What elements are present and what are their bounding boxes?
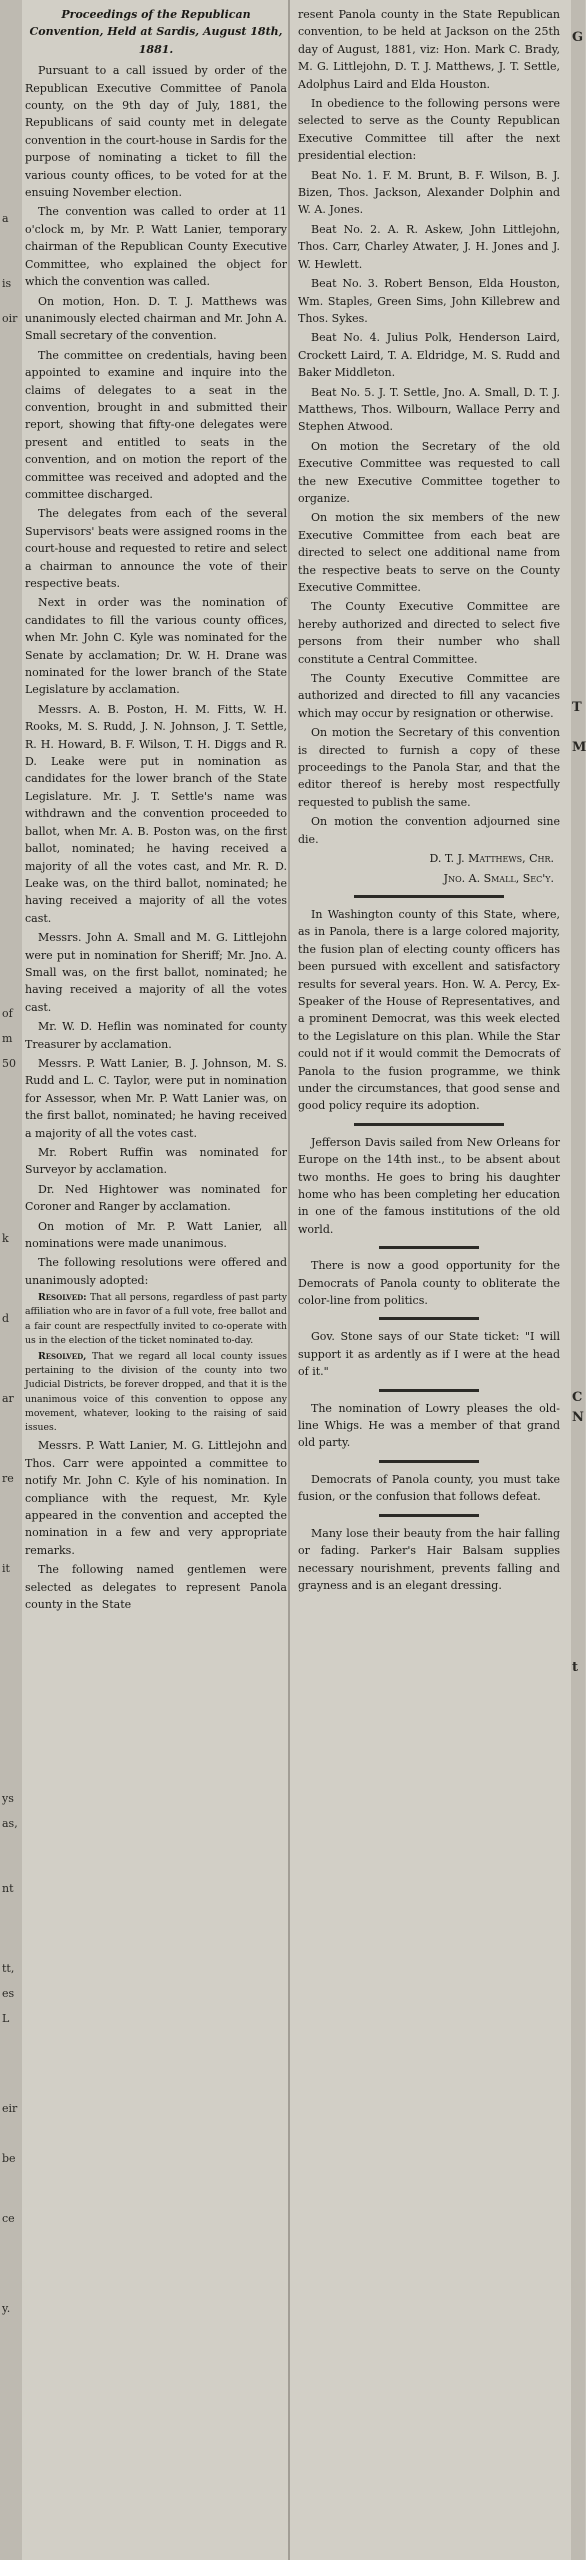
margin-fragment: N [572, 1410, 584, 1425]
paragraph-washington: In Washington county of this State, where, as in Panola, there is a large colored majority, the fusion plan of electing county officers has been pursued with excellent and satisfactory results for several years. Hon. W. A. Percy, Ex-Speaker of the House of Representatives, and a prominent Democrat, was this week elected to the Legislature on this plan. While the Star could not if it would commit the Democrats of Panola to the fusion programme, we think under the circumstances, that good sense and good policy require its adoption. [298, 907, 560, 1113]
margin-fragment: d [2, 1312, 10, 1325]
paragraph: Pursuant to a call issued by order of the Republican Executive Committee of Panola county, on the 9th day of July, 1881, the Republicans of said county met in delegate convention in the court-house in Sardis for the purpose of nominating a ticket to fill the various county offices, to be voted for at the ensuing November election. [25, 64, 287, 200]
margin-fragment: nt [2, 1882, 14, 1895]
column-rule [379, 1514, 479, 1517]
margin-fragment: y. [2, 2302, 11, 2315]
margin-fragment: ce [2, 2212, 15, 2225]
margin-fragment: be [2, 2152, 16, 2165]
paragraph-opportunity: There is now a good opportunity for the Democrats of Panola county to obliterate the color-line from politics. [298, 1259, 560, 1308]
paragraph: Beat No. 1. F. M. Brunt, B. F. Wilson, B. J. Bizen, Thos. Jackson, Alexander Dolphin and W. A. Jones. [298, 168, 560, 217]
margin-fragment: ys [2, 1792, 14, 1805]
margin-fragment: L [2, 2012, 10, 2025]
paragraph-stone: Gov. Stone says of our State ticket: "I will support it as ardently as if I were at the head of it." [298, 1330, 560, 1379]
resolution [25, 1291, 287, 1348]
column-rule [354, 1123, 504, 1126]
signature-secretary: Jno. A. Small, Sec'y. [443, 871, 554, 885]
paragraph-davis: Jefferson Davis sailed from New Orleans for Europe on the 14th inst., to be absent about two months. He goes to bring his daughter home who has been completing her education in one of the famous institutions of the old world. [298, 1135, 560, 1236]
column-rule [379, 1246, 479, 1249]
margin-fragment: G [572, 30, 584, 45]
paragraph: The committee on credentials, having been appointed to examine and inquire into the claims of delegates to a seat in the convention, brought in and submitted their report, showing that fifty-one delegates were present and entitled to seats in the convention, and on motion the report of the committee was received and adopted and the committee discharged. [25, 348, 287, 501]
paragraph-lowry: The nomination of Lowry pleases the old-line Whigs. He was a member of that grand old party. [298, 1401, 560, 1450]
right-page-edge [571, 0, 585, 2560]
margin-fragment: tt, [2, 1962, 15, 1975]
margin-fragment: as, [2, 1817, 18, 1830]
paragraph: On motion the convention adjourned sine die. [298, 815, 560, 846]
paragraph: On motion the Secretary of this convention is directed to furnish a copy of these proceedings to the Panola Star, and that the editor thereof is hereby most respectfully requested to publish the same. [298, 726, 560, 809]
paragraph: Mr. Robert Ruffin was nominated for Surveyor by acclamation. [25, 1146, 287, 1177]
margin-fragment: M [572, 740, 586, 755]
margin-fragment: oir [2, 312, 18, 325]
margin-fragment: ar [2, 1392, 14, 1405]
paragraph: Messrs. P. Watt Lanier, B. J. Johnson, M. S. Rudd and L. C. Taylor, were put in nomination for Assessor, when Mr. P. Watt Lanier was, on the first ballot, nominated; he having received a majority of all the votes cast. [25, 1056, 287, 1140]
resolution-text: That all persons, regardless of past party affiliation who are in favor of a full vote, free ballot and a fair count are respectfully invited to co-operate with us in the election of the ticket nominated to-day. [25, 1292, 287, 1346]
paragraph: The following resolutions were offered and unanimously adopted: [25, 1256, 287, 1287]
paragraph: Beat No. 2. A. R. Askew, John Littlejohn, Thos. Carr, Charley Atwater, J. H. Jones and J. W. Hewlett. [298, 222, 560, 271]
margin-fragment: C [572, 1390, 583, 1405]
paragraph: resent Panola county in the State Republican convention, to be held at Jackson on the 25th day of August, 1881, viz: Hon. Mark C. Brady, M. G. Littlejohn, D. T. J. Matthews, J. T. Settle, Adolphus Laird and Elda Houston. [298, 8, 560, 91]
paragraph: On motion the Secretary of the old Executive Committee was requested to call the new Executive Committee together to organize. [298, 439, 560, 505]
right-column [298, 6, 560, 1596]
article-heading: Proceedings of the Republican Convention, Held at Sardis, August 18th, 1881. [29, 8, 283, 56]
paragraph: The delegates from each of the several Supervisors' beats were assigned rooms in the court-house and requested to retire and select a chairman to announce the vote of their respective beats. [25, 507, 287, 590]
column-rule [379, 1389, 479, 1392]
resolution-lead: Resolved: [38, 1292, 87, 1304]
paragraph: Beat No. 5. J. T. Settle, Jno. A. Small, D. T. J. Matthews, Thos. Wilbourn, Wallace Perry and Stephen Atwood. [298, 385, 560, 434]
column-divider [288, 0, 290, 2560]
paragraph: Next in order was the nomination of candidates to fill the various county offices, when Mr. John C. Kyle was nominated for the Senate by acclamation; Dr. W. H. Drane was nominated for the lower branch of the State Legislature by acclamation. [25, 596, 287, 697]
margin-fragment: eir [2, 2102, 18, 2115]
paragraph: On motion of Mr. P. Watt Lanier, all nominations were made unanimous. [25, 1219, 287, 1251]
signature-chairman: D. T. J. Matthews, Chr. [429, 852, 554, 866]
margin-fragment: re [2, 1472, 14, 1485]
paragraph-democrats: Democrats of Panola county, you must take fusion, or the confusion that follows defeat. [298, 1472, 560, 1504]
margin-fragment: m [2, 1032, 13, 1045]
resolution-lead: Resolved, [38, 1351, 87, 1363]
left-page-edge [0, 0, 22, 2560]
paragraph: The following named gentlemen were selected as delegates to represent Panola county in the State [25, 1563, 287, 1611]
margin-fragment: k [2, 1232, 9, 1245]
margin-fragment: 50 [2, 1057, 16, 1070]
paragraph: The County Executive Committee are authorized and directed to fill any vacancies which may occur by resignation or otherwise. [298, 672, 560, 720]
column-rule [379, 1460, 479, 1463]
paragraph: The County Executive Committee are hereby authorized and directed to select five persons from their number who shall constitute a Central Committee. [298, 600, 560, 666]
paragraph: Dr. Ned Hightower was nominated for Coroner and Ranger by acclamation. [25, 1182, 287, 1214]
margin-fragment: a [2, 212, 9, 225]
margin-fragment: T [572, 700, 582, 715]
column-rule [354, 895, 504, 898]
margin-fragment: is [2, 277, 12, 290]
column-rule [379, 1317, 479, 1320]
resolution [25, 1350, 287, 1435]
paragraph: Messrs. A. B. Poston, H. M. Fitts, W. H. Rooks, M. S. Rudd, J. N. Johnson, J. T. Settle, R. H. Howard, B. F. Wilson, T. H. Diggs and R. D. Leake were put in nomination as candidates for the lower branch of the State Legislature. Mr. J. T. Settle's name was withdrawn and the convention proceeded to ballot, when Mr. A. B. Poston was, on the first ballot, nominated; he having received a majority of all the votes cast, and Mr. R. D. Leake was, on the third ballot, nominated; he having received a majority of all the votes cast. [25, 702, 287, 925]
paragraph: On motion, Hon. D. T. J. Matthews was unanimously elected chairman and Mr. John A. Small secretary of the convention. [25, 294, 287, 343]
paragraph: Mr. W. D. Heflin was nominated for county Treasurer by acclamation. [25, 1020, 287, 1051]
paragraph: Messrs. John A. Small and M. G. Littlejohn were put in nomination for Sheriff; Mr. Jno. A. Small was, on the first ballot, nominated; he having received a majority of all the votes cast. [25, 931, 287, 1014]
paragraph: Messrs. P. Watt Lanier, M. G. Littlejohn and Thos. Carr were appointed a committee to notify Mr. John C. Kyle of his nomination. In compliance with the request, Mr. Kyle appeared in the convention and accepted the nomination in a few and very appropriate remarks. [25, 1439, 287, 1557]
resolution-text: That we regard all local county issues pertaining to the division of the county into two Judicial Districts, be forever dropped, and that it is the unanimous voice of this convention to oppose any movement, whatever, looking to the raising of said issues. [25, 1351, 287, 1434]
margin-fragment: t [572, 1660, 579, 1675]
paragraph-hair-balsam: Many lose their beauty from the hair falling or fading. Parker's Hair Balsam supplies necessary nourishment, prevents falling and grayness and is an elegant dressing. [298, 1526, 560, 1592]
paragraph: The convention was called to order at 11 o'clock m, by Mr. P. Watt Lanier, temporary chairman of the Republican County Executive Committee, who explained the object for which the convention was called. [25, 205, 287, 289]
paragraph: On motion the six members of the new Executive Committee from each beat are directed to select one additional name from the respective beats to serve on the County Executive Committee. [298, 511, 560, 594]
paragraph: In obedience to the following persons were selected to serve as the County Republican Executive Committee till after the next presidential election: [298, 97, 560, 163]
margin-fragment: of [2, 1007, 13, 1020]
left-column [25, 6, 287, 1615]
margin-fragment: it [2, 1562, 10, 1575]
margin-fragment: es [2, 1987, 15, 2000]
paragraph: Beat No. 4. Julius Polk, Henderson Laird, Crockett Laird, T. A. Eldridge, M. S. Rudd and Baker Middleton. [298, 331, 560, 380]
paragraph: Beat No. 3. Robert Benson, Elda Houston, Wm. Staples, Green Sims, John Killebrew and Thos. Sykes. [298, 277, 560, 325]
